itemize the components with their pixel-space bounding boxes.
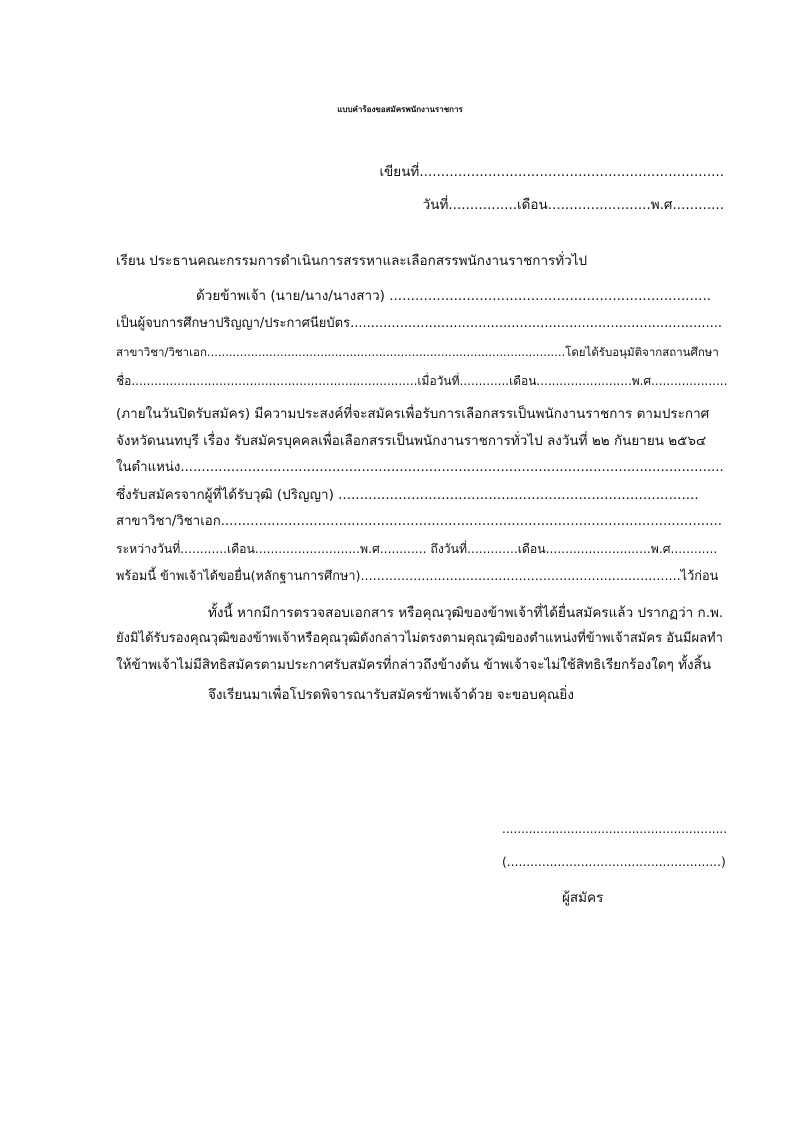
- condition-paragraph-line-3: ให้ข้าพเจ้าไม่มีสิทธิสมัครตามประกาศรับสมัครที่กล่าวถึงข้างต้น ข้าพเจ้าจะไม่ใช้สิทธิเรียกร้องใดๆ ทั้งสิ้น: [116, 657, 712, 673]
- salutation: เรียน ประธานคณะกรรมการดำเนินการสรรหาและเลือกสรรพนักงานราชการทั่วไป: [116, 253, 588, 269]
- major-approval-line: สาขาวิชา/วิชาเอก..................................................................................................โดยได้รับอนุมัติจากสถานศึกษา: [116, 345, 719, 359]
- announcement-line: จังหวัดนนทบุรี เรื่อง รับสมัครบุคคลเพื่อเลือกสรรเป็นพนักงานราชการทั่วไป ลงวันที่ ๒๒ กันยายน ๒๕๖๔: [116, 433, 707, 449]
- form-title: แบบคำร้องขอสมัครพนักงานราชการ: [337, 105, 463, 114]
- required-major-line: สาขาวิชา/วิชาเอก.......................................................................................................................: [116, 514, 722, 529]
- evidence-line: พร้อมนี้ ข้าพเจ้าได้ขอยื่น(หลักฐานการศึกษา)...............................................................................ไว้ก่อน: [116, 569, 719, 584]
- education-degree-line: เป็นผู้จบการศึกษาปริญญา/ประกาศนียบัตร..........................................................................................: [116, 316, 723, 331]
- printed-name-line: (.......................................................): [502, 855, 726, 869]
- intent-line: (ภายในวันปิดรับสมัคร) มีความประสงค์ที่จะสมัครเพื่อรับการเลือกสรรเป็นพนักงานราชการ ตามประกาศ: [116, 406, 710, 422]
- signature-line: ...........................................................: [502, 822, 728, 836]
- position-line: ในตำแหน่ง.................................................................................................................................: [116, 460, 724, 475]
- written-at-field: เขียนที่.......................................................................: [379, 164, 724, 180]
- period-line: ระหว่างวันที่............เดือน...........................พ.ศ............ ถึงวันที่.............เดือน...........................พ.ศ............: [116, 542, 718, 556]
- date-field: วันที่................เดือน........................พ.ศ............: [422, 197, 724, 213]
- closing-line: จึงเรียนมาเพื่อโปรดพิจารณารับสมัครข้าพเจ้าด้วย จะขอบคุณยิ่ง: [208, 687, 574, 703]
- institution-date-line: ชื่อ...........................................................................เมื่อวันที่.............เดือน.........................พ.ศ....................: [116, 374, 728, 388]
- condition-paragraph-line-2: ยังมิได้รับรองคุณวุฒิของข้าพเจ้าหรือคุณวุฒิดังกล่าวไม่ตรงตามคุณวุฒิของตำแหน่งที่ข้าพเจ้าสมัคร อันมีผลทำ: [116, 631, 723, 646]
- condition-paragraph-line-1: ทั้งนี้ หากมีการตรวจสอบเอกสาร หรือคุณวุฒิของข้าพเจ้าที่ได้ยื่นสมัครแล้ว ปรากฏว่า ก.พ.: [208, 605, 724, 621]
- required-degree-line: ซึ่งรับสมัครจากผู้ที่ได้รับวุฒิ (ปริญญา) ....................................................................................: [116, 487, 699, 503]
- signer-role: ผู้สมัคร: [562, 890, 604, 906]
- applicant-name-line: ด้วยข้าพเจ้า (นาย/นาง/นางสาว) ...........................................................................: [196, 288, 712, 304]
